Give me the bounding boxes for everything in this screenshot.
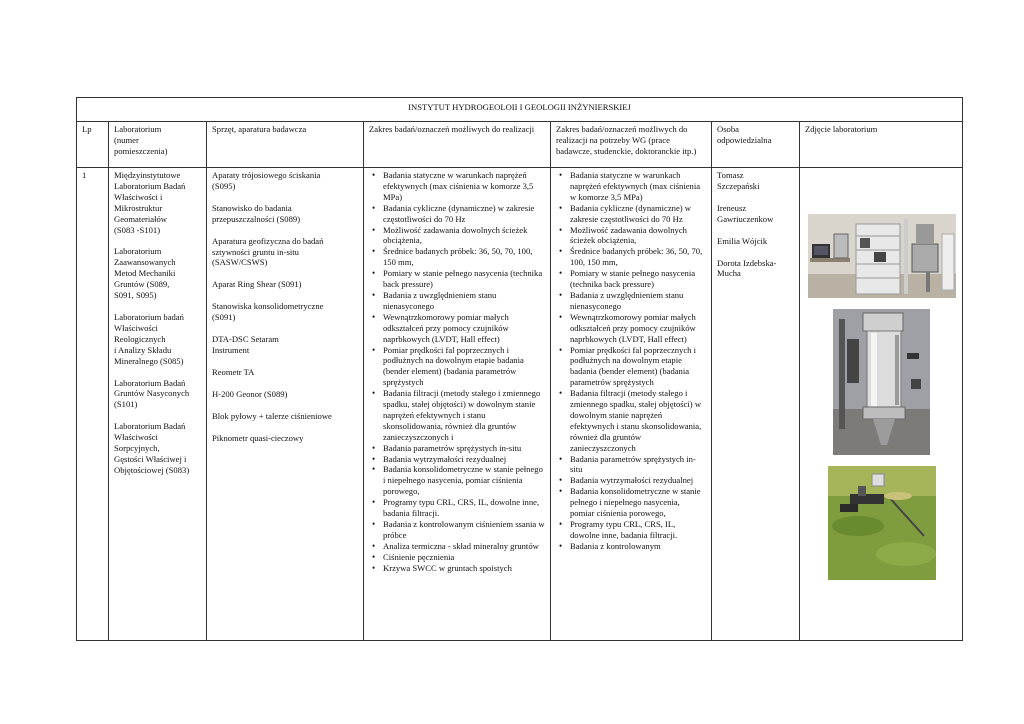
scope-item: • Programy typu CRL, CRS, IL, dowolne inne, badania filtracji.	[570, 519, 706, 541]
equipment-item: Reometr TA	[212, 366, 255, 377]
institute-title: INSTYTUT HYDROGEOLOII I GEOLOGII INŻYNIERSKIEJ	[77, 98, 963, 122]
scope-item: • Badania z uwzględnieniem stanu nienasyconego	[383, 290, 545, 312]
field-test-photo	[828, 466, 936, 580]
scope-item: • Badania wytrzymałości rezydualnej	[570, 475, 706, 486]
lab-name: Laboratorium Zaawansowanych Metod Mechaniki Gruntów (S089, S091, S095)	[114, 246, 176, 301]
lab-name: Laboratorium badań Właściwości Reologicznych i Analizy Składu Mineralnego (S085)	[114, 311, 184, 366]
lab-name: Międzyinstytutowe Laboratorium Badań Właściwości i Mikrostruktur Geomateriałów (S083 -S101)	[114, 170, 186, 235]
row-lp: 1	[77, 168, 109, 641]
scope-wg-list	[556, 170, 706, 552]
scope-item: • Możliwość zadawania dowolnych ścieżek obciążenia,	[383, 225, 545, 247]
scope-item: • Badania konsolidometryczne w stanie pełnego i niepełnego nasycenia, pomiar ciśnienia porowego,	[570, 486, 706, 519]
scope-item: • Badania filtracji (metody stałego i zmiennego spadku, stałej objętości) w dowolnym stanie naprężeń efektywnych i stanu skonsolidowania, również dla gruntów zanieczyszczonych	[570, 388, 706, 453]
header-equipment: Sprzęt, aparatura badawcza	[207, 122, 364, 168]
equipment-item: Aparatura geofizyczna do badań sztywności gruntu in-situ (SASW/CSWS)	[212, 235, 324, 268]
scope-item: • Badania wytrzymałości rezydualnej	[383, 454, 545, 465]
scope-item: • Analiza termiczna - skład mineralny gruntów	[383, 541, 545, 552]
scope-item: • Pomiary w stanie pełnego nasycenia (technika back pressure)	[383, 268, 545, 290]
scope-item: • Średnice badanych próbek: 36, 50, 70, 100, 150 mm,	[570, 246, 706, 268]
laboratory-table	[76, 97, 963, 641]
header-person: Osoba odpowiedzialna	[712, 122, 800, 168]
scope-item: • Wewnątrzkomorowy pomiar małych odkształceń przy pomocy czujników naprbkowych (LVDT, Hall effect)	[383, 312, 545, 345]
equipment-item: Blok pyłowy + talerze ciśnieniowe	[212, 410, 332, 421]
header-photo: Zdjęcie laboratorium	[800, 122, 963, 168]
scope-item: • Możliwość zadawania dowolnych ścieżek obciążenia,	[570, 225, 706, 247]
laboratory-room-photo	[808, 214, 956, 298]
scope-item: • Programy typu CRL, CRS, IL, dowolne inne, badania filtracji.	[383, 497, 545, 519]
equipment-item: Aparat Ring Shear (S091)	[212, 279, 302, 290]
equipment-item: Stanowiska konsolidometryczne (S091)	[212, 301, 324, 323]
scope-item: • Badania z kontrolowanym	[570, 541, 706, 552]
scope-possible-list	[369, 170, 545, 574]
responsible-person: Dorota Izdebska- Mucha	[717, 257, 777, 279]
scope-item: • Ciśnienie pęcznienia	[383, 552, 545, 563]
scope-possible-cell	[364, 168, 551, 641]
responsible-person: Emilia Wójcik	[717, 235, 768, 246]
triaxial-apparatus-photo	[833, 309, 930, 455]
scope-item: • Badania z uwzględnieniem stanu nienasyconego	[570, 290, 706, 312]
scope-item: • Średnice badanych próbek: 36, 50, 70, 100, 150 mm,	[383, 246, 545, 268]
scope-item: • Badania cykliczne (dynamiczne) w zakresie częstotliwości do 70 Hz	[570, 203, 706, 225]
equipment-item: Aparaty trójosiowego ściskania (S095)	[212, 170, 321, 191]
responsible-person: Ireneusz Gawriuczenkow	[717, 202, 774, 224]
header-lp: Lp	[77, 122, 109, 168]
scope-item: • Badania filtracji (metody stałego i zmiennego spadku, stałej objętości) w dowolnym stanie naprężeń efektywnych i stanu skonsolidowania, również dla gruntów zanieczyszczonych i	[383, 388, 545, 443]
equipment-item: H-200 Geonor (S089)	[212, 388, 288, 399]
persons-cell	[712, 168, 800, 641]
scope-wg-cell	[551, 168, 712, 641]
scope-item: • Badania statyczne w warunkach naprężeń efektywnych (max ciśnienia w komorze 3,5 MPa)	[570, 170, 706, 203]
scope-item: • Badania statyczne w warunkach naprężeń efektywnych (max ciśnienia w komorze 3,5 MPa)	[383, 170, 545, 203]
photos-cell	[800, 168, 963, 641]
equipment-item: Stanowisko do badania przepuszczalności (S089)	[212, 202, 301, 224]
lab-name: Laboratorium Badań Właściwości Sorpcyjnych, Gęstości Właściwej i Objętościowej (S083)	[114, 421, 190, 475]
scope-item: • Badania parametrów sprężystych in-situ	[383, 443, 545, 454]
header-laboratory: Laboratorium (numer pomieszczenia)	[109, 122, 207, 168]
equipment-item: Piknometr quasi-cieczowy	[212, 432, 304, 443]
scope-item: • Krzywa SWCC w gruntach spoistych	[383, 563, 545, 574]
scope-item: • Badania konsolidometryczne w stanie pełnego i niepełnego nasycenia, pomiar ciśnienia porowego,	[383, 464, 545, 497]
scope-item: • Pomiar prędkości fal poprzecznych i podłużnych na dowolnym etapie badania (bender element) (badania parametrów sprężystych	[383, 345, 545, 389]
scope-item: • Wewnątrzkomorowy pomiar małych odkształceń przy pomocy czujników naprbkowych (LVDT, Hall effect)	[570, 312, 706, 345]
scope-item: • Badania z kontrolowanym ciśnieniem ssania w próbce	[383, 519, 545, 541]
scope-item: • Pomiary w stanie pełnego nasycenia (technika back pressure)	[570, 268, 706, 290]
equipment-cell	[207, 168, 364, 641]
scope-item: • Badania parametrów sprężystych in-situ	[570, 454, 706, 476]
header-scope-possible: Zakres badań/oznaczeń możliwych do realizacji	[364, 122, 551, 168]
lab-name: Laboratorium Badań Gruntów Nasyconych (S101)	[114, 377, 190, 410]
laboratories-cell	[109, 168, 207, 641]
scope-item: • Badania cykliczne (dynamiczne) w zakresie częstotliwości do 70 Hz	[383, 203, 545, 225]
scope-item: • Pomiar prędkości fal poprzecznych i podłużnych na dowolnym etapie badania (bender element) (badania parametrów sprężystych	[570, 345, 706, 389]
equipment-item: DTA-DSC Setaram Instrument	[212, 334, 279, 355]
responsible-person: Tomasz Szczepański	[717, 170, 760, 191]
header-scope-wg: Zakres badań/oznaczeń możliwych do realizacji na potrzeby WG (prace badawcze, studenckie, doktoranckie itp.)	[551, 122, 712, 168]
